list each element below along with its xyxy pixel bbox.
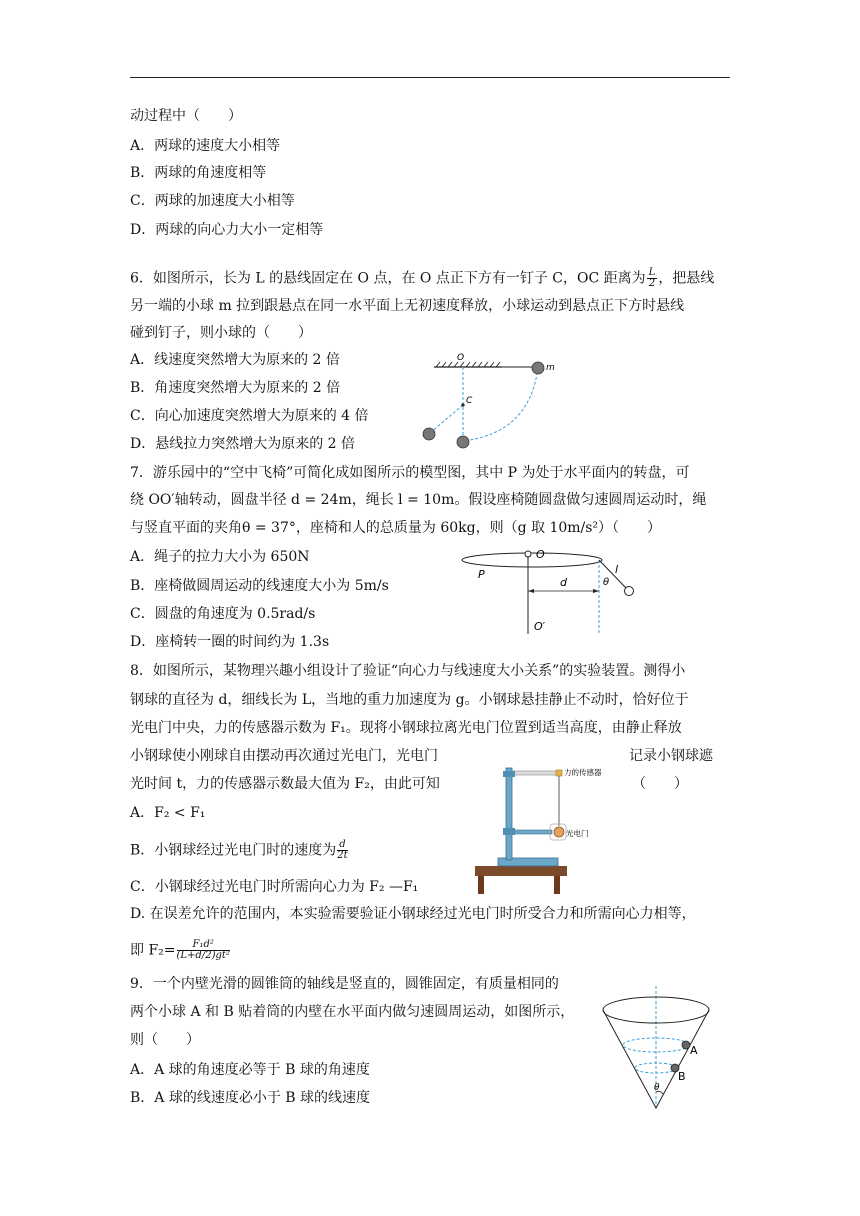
text-line-l16: B．座椅做圆周运动的线速度大小为 5m/s (130, 578, 389, 594)
q8-formula: 即 F₂= $\frac{\text{F₁d²}}{\text{(L+d/2)gt²}}$ (130, 939, 230, 961)
text-line-l7: 碰到钉子，则小球的（ ） (130, 325, 312, 341)
text-line-l15: A．绳子的拉力大小为 650N (130, 549, 310, 565)
text-line-l32: A．A 球的角速度必等于 B 球的角速度 (130, 1062, 370, 1078)
text-line-l4: D．两球的向心力大小一定相等 (130, 222, 324, 238)
header-rule (130, 77, 730, 78)
text-line-l29: 9．一个内壁光滑的圆锥筒的轴线是竖直的，圆锥固定，有质量相同的 (130, 976, 559, 992)
text-line-l9: B．角速度突然增大为原来的 2 倍 (130, 380, 341, 396)
q8-b-fraction: $\frac{d}{2t}$ (337, 839, 348, 861)
text-line-l31: 则（ ） (130, 1032, 200, 1048)
q6-pendulum-figure (420, 345, 580, 453)
q6-ball-bottom (457, 436, 469, 448)
q7-swing-figure (460, 542, 650, 638)
q8-right-text-1: 记录小钢球遮 (629, 748, 713, 764)
q6-fraction: $\frac{L}{2}$ (648, 267, 656, 289)
text-line-l10: C．向心加速度突然增大为原来的 4 倍 (130, 408, 369, 424)
q6-ball-start (532, 362, 544, 374)
text-line-l19: 8．如图所示，某物理兴趣小组设计了验证“向心力与线速度大小关系”的实验装置。测得小 (130, 663, 686, 679)
q8-label-sensor: 力的传感器 (564, 768, 602, 777)
q7-label-o: O (536, 548, 545, 561)
q6-label-c: C (466, 396, 473, 406)
q9-cone-figure (598, 984, 718, 1114)
q6-label-m: m (546, 363, 555, 373)
q7-label-theta: θ (603, 577, 610, 588)
text-line-l18: D．座椅转一圈的时间约为 1.3s (130, 634, 330, 650)
text-line-l33: B．A 球的线速度必小于 B 球的线速度 (130, 1090, 371, 1106)
q8-apparatus-figure (470, 762, 630, 896)
text-line-l17: C．圆盘的角速度为 0.5rad/s (130, 606, 316, 622)
text-line-l11: D．悬线拉力突然增大为原来的 2 倍 (130, 436, 356, 452)
q9-label-theta: θ (654, 1083, 660, 1093)
text-line-l8: A．线速度突然增大为原来的 2 倍 (130, 352, 340, 368)
text-line-l27: D. 在误差允许的范围内，本实验需要验证小钢球经过光电门时所受合力和所需向心力相等， (130, 906, 696, 922)
text-line-l14: 与竖直平面的夹角θ = 37°，座椅和人的总质量为 60kg，则（g 取 10m/s²）（ ） (130, 520, 662, 536)
text-line-l30: 两个小球 A 和 B 贴着筒的内壁在水平面内做匀速圆周运动，如图所示， (130, 1004, 575, 1020)
text-line-l0: 动过程中（ ） (130, 108, 242, 124)
q7-label-o-prime: O′ (534, 620, 546, 633)
text-line-l13: 绕 OO′轴转动，圆盘半径 d = 24m，绳长 l = 10m。假设座椅随圆盘做匀速圆周运动时，绳 (130, 492, 707, 508)
q7-label-p: P (478, 568, 485, 581)
q9-ball-a (682, 1041, 690, 1049)
q8-label-gate: 光电门 (566, 829, 589, 838)
text-line-l6: 另一端的小球 m 拉到跟悬点在同一水平面上无初速度释放，小球运动到悬点正下方时悬线 (130, 298, 685, 314)
q8-d-fraction: $\frac{\text{F₁d²}}{\text{(L+d/2)gt²}}$ (176, 939, 230, 961)
text-line-l1: A．两球的速度大小相等 (130, 138, 281, 154)
q8-right-text-2: （ ） (632, 776, 688, 792)
text-line-l12: 7．游乐园中的“空中飞椅”可简化成如图所示的模型图，其中 P 为处于水平面内的转盘，可 (130, 465, 690, 481)
text-line-l24: A．F₂ < F₁ (130, 805, 206, 821)
q6-stem: 6．如图所示，长为 L 的悬线固定在 O 点，在 O 点正下方有一钉子 C，OC 距离为 $\frac{L}{2}$ ，把悬线 (130, 267, 715, 289)
text-line-l26: C．小钢球经过光电门时所需向心力为 F₂ —F₁ (130, 879, 419, 895)
q9-label-b: B (678, 1070, 686, 1083)
q6-ball-side (423, 428, 435, 440)
q7-label-d: d (560, 576, 567, 589)
text-line-l21: 光电门中央，力的传感器示数为 F₁。现将小钢球拉离光电门位置到适当高度，由静止释放 (130, 720, 682, 736)
q6-label-o: O (457, 353, 465, 363)
text-line-l20: 钢球的直径为 d，细线长为 L，当地的重力加速度为 g。小钢球悬挂静止不动时，恰好位于 (130, 692, 689, 708)
text-line-l2: B．两球的角速度相等 (130, 165, 267, 181)
q9-label-a: A (690, 1044, 698, 1057)
text-line-l3: C．两球的加速度大小相等 (130, 193, 295, 209)
q8-option-b: B．小钢球经过光电门时的速度为 $\frac{d}{2t}$ (130, 839, 348, 861)
text-line-l23: 光时间 t，力的传感器示数最大值为 F₂，由此可知 (130, 776, 440, 792)
q7-label-l: l (615, 563, 619, 576)
text-line-l22: 小钢球使小刚球自由摆动再次通过光电门，光电门 (130, 748, 438, 764)
